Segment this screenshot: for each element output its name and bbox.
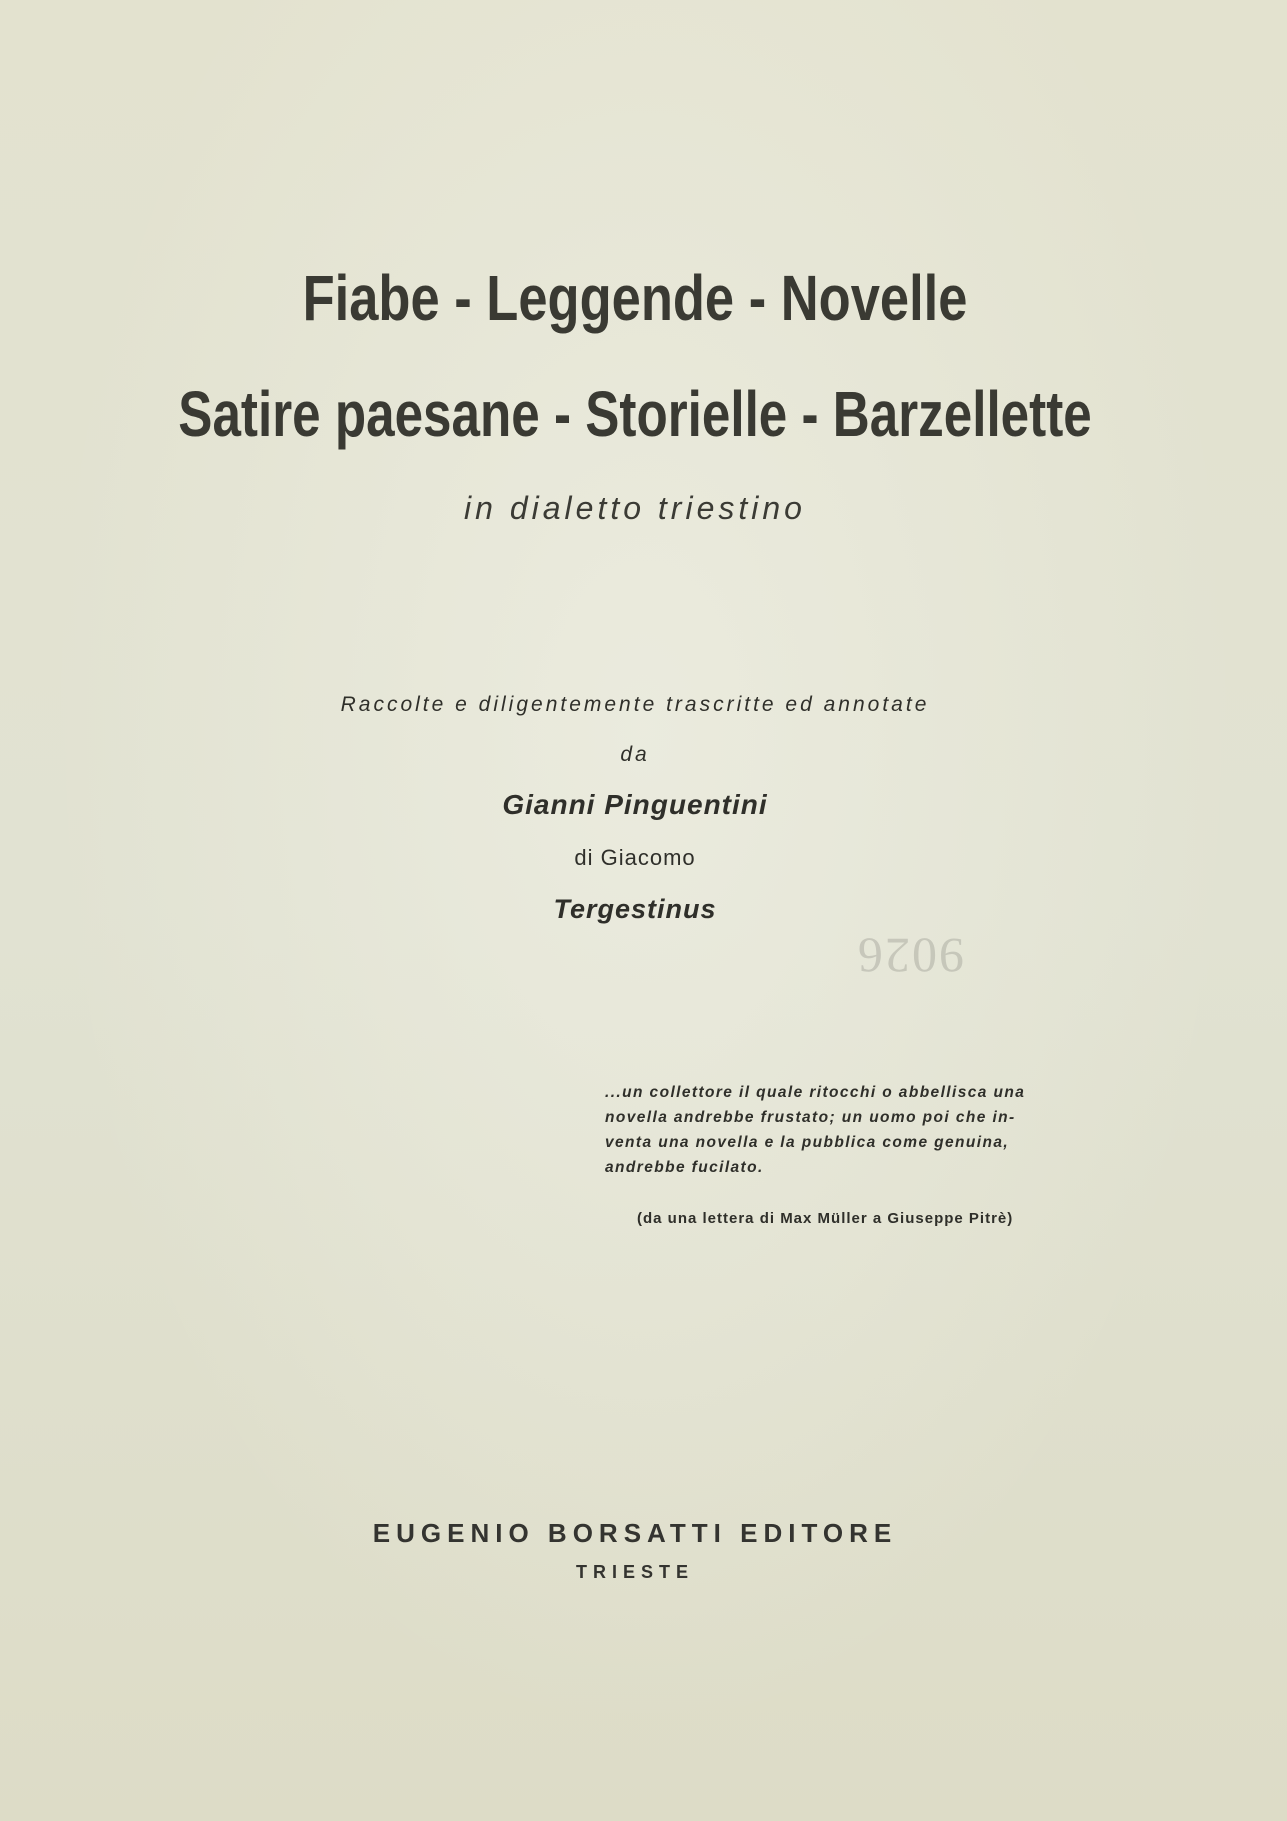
book-title-line-2: Satire paesane - Storielle - Barzellette: [178, 378, 1092, 450]
author-name: Gianni Pinguentini: [502, 789, 768, 820]
author-parent: di Giacomo: [574, 845, 696, 870]
by-word: da: [620, 743, 650, 766]
collected-by-line: Raccolte e diligentemente trascritte ed annotate: [340, 693, 930, 716]
epigraph-line: venta una novella e la pubblica come genuina,: [605, 1134, 1010, 1151]
epigraph-line: ...un collettore il quale ritocchi o abbellisca una: [605, 1084, 1026, 1101]
book-title-line-1: Fiabe - Leggende - Novelle: [302, 262, 968, 334]
publisher-city: TRIESTE: [575, 1562, 694, 1582]
faded-stamp-number: 9026: [856, 928, 964, 984]
epigraph-source: (da una lettera di Max Müller a Giuseppe Pitrè): [637, 1210, 1014, 1227]
author-pseudonym: Tergestinus: [553, 894, 717, 924]
epigraph-line: novella andrebbe frustato; un uomo poi che in-: [605, 1109, 1016, 1126]
book-subtitle: in dialetto triestino: [464, 490, 806, 526]
epigraph-line: andrebbe fucilato.: [605, 1159, 764, 1176]
epigraph: [605, 1080, 1115, 1180]
publisher-name: EUGENIO BORSATTI EDITORE: [372, 1518, 898, 1548]
